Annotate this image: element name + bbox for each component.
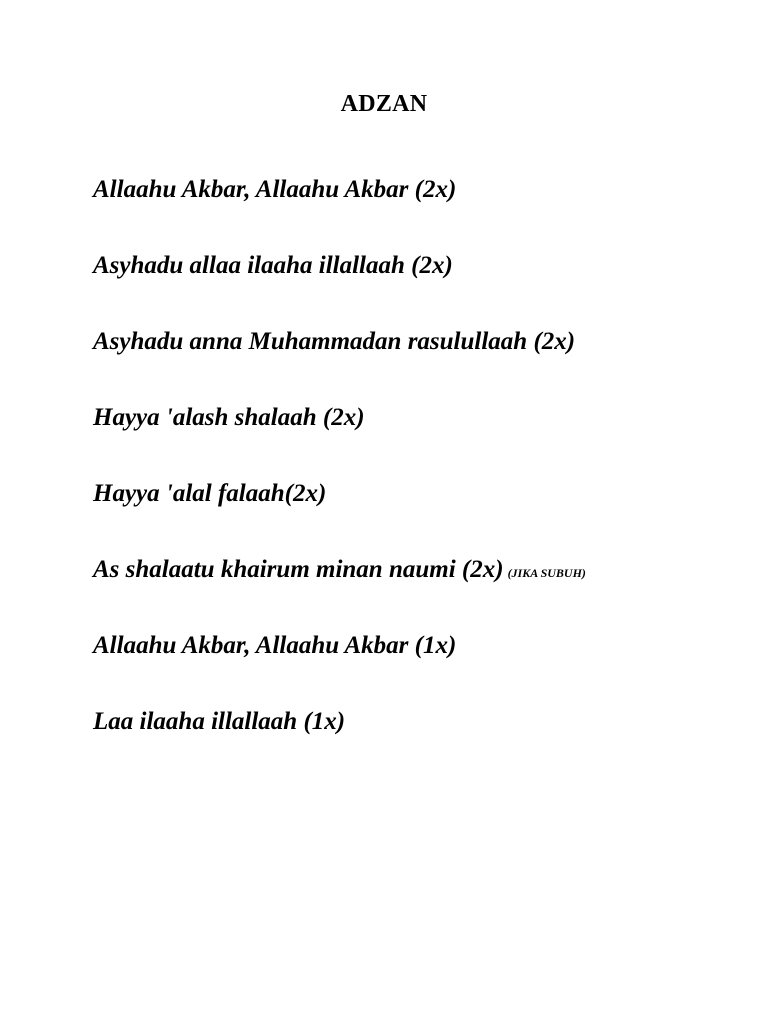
adzan-line-7 xyxy=(93,630,456,662)
subuh-note: (JIKA SUBUH) xyxy=(507,566,586,580)
adzan-line-text: Allaahu Akbar, Allaahu Akbar (1x) xyxy=(93,632,457,659)
adzan-line-8 xyxy=(93,706,345,738)
adzan-line-1 xyxy=(93,174,456,206)
adzan-line-text: Hayya 'alal falaah(2x) xyxy=(93,480,327,507)
adzan-line-text: Asyhadu anna Muhammadan rasulullaah (2x) xyxy=(93,328,576,355)
page-title: ADZAN xyxy=(340,91,428,117)
adzan-line-2 xyxy=(93,250,453,282)
adzan-line-6 xyxy=(93,554,586,589)
adzan-line-text: As shalaatu khairum minan naumi (2x) xyxy=(93,556,504,583)
adzan-line-text: Allaahu Akbar, Allaahu Akbar (2x) xyxy=(93,176,457,203)
adzan-line-text: Laa ilaaha illallaah (1x) xyxy=(93,708,346,735)
adzan-line-text: Hayya 'alash shalaah (2x) xyxy=(93,404,365,431)
adzan-line-4 xyxy=(93,402,365,434)
adzan-line-5 xyxy=(93,478,326,510)
adzan-line-text: Asyhadu allaa ilaaha illallaah (2x) xyxy=(93,252,453,279)
adzan-line-3 xyxy=(93,326,575,358)
